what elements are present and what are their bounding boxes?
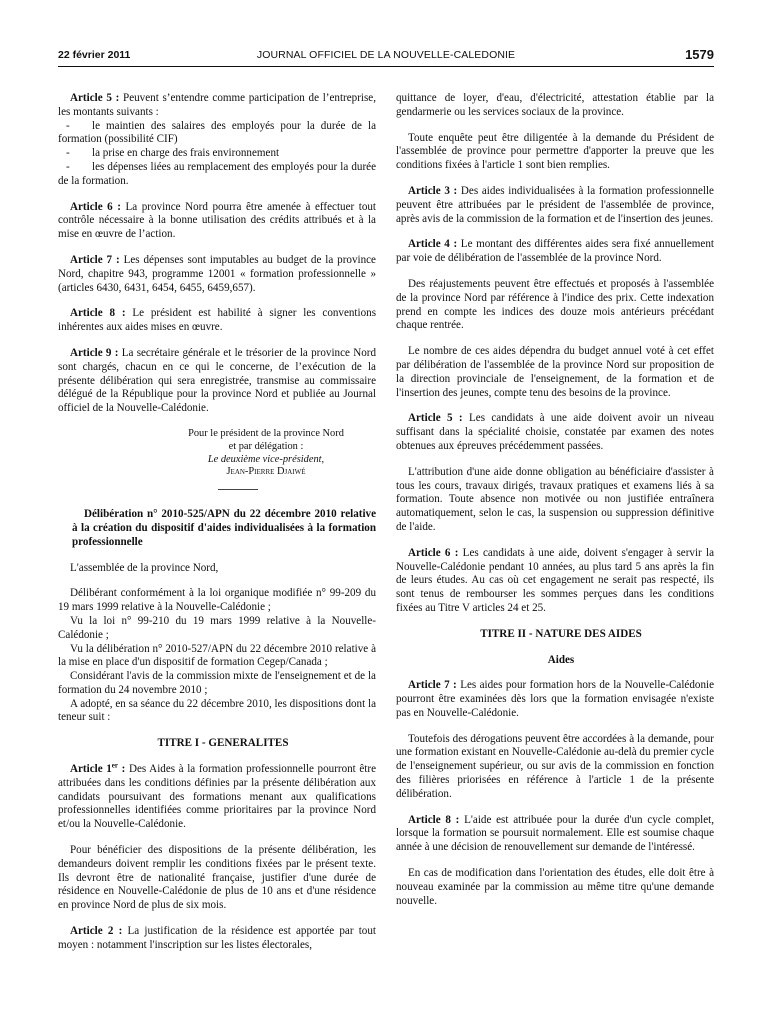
- article-text: La secrétaire générale et le trésorier de la province Nord sont chargés, chacun en ce qui le concerne, de l’exécution de la présente délibération qui sera enregistrée, transmise au commissaire délégué de la République pour la province Nord et publiée au Journal officiel de la Nouvelle-Calédonie.: [58, 346, 376, 415]
- article-text: Des aides individualisées à la formation professionnelle peuvent être attribuées par le président de l'assemblée de province, après avis de la commission de la formation et de l'insertion des jeunes.: [396, 184, 714, 225]
- article-label: Article 4 :: [408, 238, 458, 251]
- article-label: Article 5 :: [408, 412, 463, 425]
- paragraph: L'attribution d'une aide donne obligation au bénéficiaire d'assister à tous les cours, travaux dirigés, travaux pratiques et examens liés à sa formation. Toute absence non motivée ou non justifiée entraînera automatiquement, selon le cas, la suspension ou suppression définitive de l'aide.: [396, 465, 714, 533]
- article-text: Le montant des différentes aides sera fixé annuellement par voie de délibération de l'assemblée de la province Nord.: [396, 238, 714, 265]
- article-label: Article 6 :: [70, 200, 121, 213]
- header-date: 22 février 2011: [58, 49, 131, 61]
- list-item: - les dépenses liées au remplacement des employés pour la durée de la formation.: [58, 160, 376, 187]
- header-journal-title: JOURNAL OFFICIEL DE LA NOUVELLE-CALEDONIE: [256, 49, 516, 61]
- signature-block: [156, 428, 376, 479]
- article-text: Les aides pour formation hors de la Nouvelle-Calédonie pourront être examinées dès lors que la formation envisagée n'existe pas en Nouvelle-Calédonie.: [396, 679, 714, 719]
- article-label-colon: :: [118, 763, 126, 776]
- paragraph: Le nombre de ces aides dépendra du budget annuel voté à cet effet par délibération de l'assemblée de la province Nord sur proposition de la direction provinciale de l'enseignement, de la formation et de l'insertion des jeunes, compte tenu des besoins de la province.: [396, 345, 714, 399]
- article-8-right: [396, 814, 714, 855]
- article-3: [396, 185, 714, 226]
- article-9-left: [58, 347, 376, 416]
- paragraph-continuation: quittance de loyer, d'eau, d'électricité, attestation établie par la gendarmerie ou les services sociaux de la province.: [396, 92, 714, 118]
- article-label: Article 2 :: [70, 925, 123, 938]
- left-column: [58, 92, 376, 965]
- article-4: [396, 238, 714, 266]
- list-item-text: les dépenses liées au remplacement des employés pour la durée de la formation.: [58, 160, 376, 187]
- article-text: La justification de la résidence est apportée par tout moyen : notamment l'inscription sur les listes électorales,: [58, 925, 376, 951]
- article-label: Article 8 :: [70, 307, 126, 320]
- article-label: Article 5 :: [70, 92, 120, 104]
- deliberation-title: Délibération n° 2010-525/APN du 22 décembre 2010 relative à la création du dispositif d'aides individualisées à la formation professionnelle: [72, 508, 376, 548]
- article-text: Les candidats à une aide, doivent s'engager à servir la Nouvelle-Calédonie pendant 10 années, au plus tard 5 ans après la fin de leurs études. Au cas où cet engagement ne serait pas respecté, ils sont tenus de rembourser les sommes perçues dans les conditions fixées au Titre V articles 24 et 25.: [396, 546, 714, 614]
- assembly-line: L'assemblée de la province Nord,: [70, 561, 219, 574]
- visa-paragraph: A adopté, en sa séance du 22 décembre 2010, les dispositions dont la teneur suit :: [58, 697, 376, 724]
- visa-paragraph: Vu la loi n° 99-210 du 19 mars 1999 relative à la Nouvelle-Calédonie ;: [58, 614, 376, 641]
- article-7-left: [58, 254, 376, 295]
- page-header: [58, 49, 714, 67]
- article-text: Les candidats à une aide doivent avoir un niveau suffisant dans la spécialité choisie, constatée par examen des notes obtenues aux épreuves précédemment passées.: [396, 412, 714, 452]
- article-text: La province Nord pourra être amenée à effectuer tout contrôle nécessaire à la bonne utilisation des crédits attribués et à la mise en œuvre de l’action.: [58, 200, 376, 241]
- article-text: Les dépenses sont imputables au budget de la province Nord, chapitre 943, programme 12001 « formation professionnelle » (articles 6430, 6431, 6454, 6455, 6459,657).: [58, 253, 376, 294]
- article-label: Article 7 :: [408, 679, 457, 692]
- article-text: Peuvent s’entendre comme participation de l’entreprise, les montants suivants :: [58, 92, 376, 118]
- header-rule: [58, 66, 714, 67]
- list-item: - la prise en charge des frais environnement: [66, 147, 280, 160]
- paragraph: Toute enquête peut être diligentée à la demande du Président de l'assemblée de province pour permettre d'apporter la preuve que les conditions fixées à l'article 1 sont bien remplies.: [396, 131, 714, 172]
- article-8-left: [58, 307, 376, 335]
- article-6-left: [58, 201, 376, 242]
- paragraph: En cas de modification dans l'orientation des études, elle doit être à nouveau examinée par la commission au même titre qu'une demande nouvelle.: [396, 867, 714, 907]
- article-text: Le président est habilité à signer les conventions inhérentes aux aides mises en œuvre.: [58, 307, 377, 334]
- article-label: Article 3 :: [408, 184, 458, 197]
- paragraph: Pour bénéficier des dispositions de la présente délibération, les demandeurs doivent remplir les conditions fixées par le présent texte. Ils devront être de nationalité française, justifier d'une durée de résidence en Nouvelle-Calédonie de plus de 10 ans et d'une résidence en province Nord de plus de six mois.: [58, 844, 376, 912]
- paragraph: Des réajustements peuvent être effectués et proposés à l'assemblée de la province Nord par référence à l'indice des prix. Cette indexation prend en compte les indices des douze mois antérieurs précédant chaque rentrée.: [396, 277, 714, 332]
- article-6-right: [396, 547, 714, 616]
- article-label: Article 9 :: [70, 346, 119, 359]
- visa-paragraph: Vu la délibération n° 2010-527/APN du 22 décembre 2010 relative à la mise en place d'un dispositif de formation Cegep/Canada ;: [58, 642, 376, 669]
- article-label-sup: er: [111, 761, 119, 770]
- signature-line: et par délégation :: [228, 440, 304, 452]
- subsection-title: Aides: [547, 653, 575, 666]
- article-2: [58, 925, 376, 953]
- signature-name: Jean-Pierre Djaiwé: [226, 466, 306, 478]
- article-label: Article 8 :: [408, 813, 460, 826]
- article-text: L'aide est attribuée pour la durée d'un cycle complet, lorsque la formation se poursuit normalement. Elle est soumise chaque année à une décision de renouvellement sur demande de l'intéressé.: [396, 813, 714, 854]
- right-column: [396, 92, 714, 920]
- article-5-right: [396, 412, 714, 453]
- article-1: [58, 763, 376, 832]
- paragraph: Toutefois des dérogations peuvent être accordées à la demande, pour une formation existant en Nouvelle-Calédonie au-delà du premier cycle de l'enseignement supérieur, ou sur avis de la commission en fonction des filières priorisées en référence à l'article 1 de la présente délibération.: [396, 732, 714, 800]
- visa-paragraph: Délibérant conformément à la loi organique modifiée n° 99-209 du 19 mars 1999 relative à la Nouvelle-Calédonie ;: [58, 587, 376, 614]
- list-item-text: le maintien des salaires des employés pour la durée de la formation (possibilité CIF): [58, 119, 376, 146]
- article-7-right: [396, 679, 714, 720]
- article-label: Article 7 :: [70, 253, 120, 266]
- signature-title: Le deuxième vice-président,: [207, 453, 325, 465]
- article-label: Article 1: [70, 763, 112, 776]
- list-item: - le maintien des salaires des employés pour la durée de la formation (possibilité CIF): [58, 119, 376, 146]
- visa-paragraph: Considérant l'avis de la commission mixte de l'enseignement et de la formation du 24 novembre 2010 ;: [58, 670, 376, 696]
- separator-rule: [218, 489, 258, 490]
- signature-line: Pour le président de la province Nord: [188, 427, 344, 439]
- article-text: Des Aides à la formation professionnelle pourront être attribuées dans les conditions définies par la présente délibération aux candidats poursuivant des formations menant aux qualifications professionnelles identifiées comme prioritaires par la province Nord et/ou la Nouvelle-Calédonie.: [58, 763, 376, 831]
- article-5-left: [58, 92, 376, 120]
- header-page-number: 1579: [685, 47, 714, 62]
- article-label: Article 6 :: [408, 546, 459, 559]
- section-title: TITRE I - GENERALITES: [157, 737, 289, 750]
- list-item-text: la prise en charge des frais environnement: [92, 147, 280, 160]
- section-title: TITRE II - NATURE DES AIDES: [480, 627, 642, 640]
